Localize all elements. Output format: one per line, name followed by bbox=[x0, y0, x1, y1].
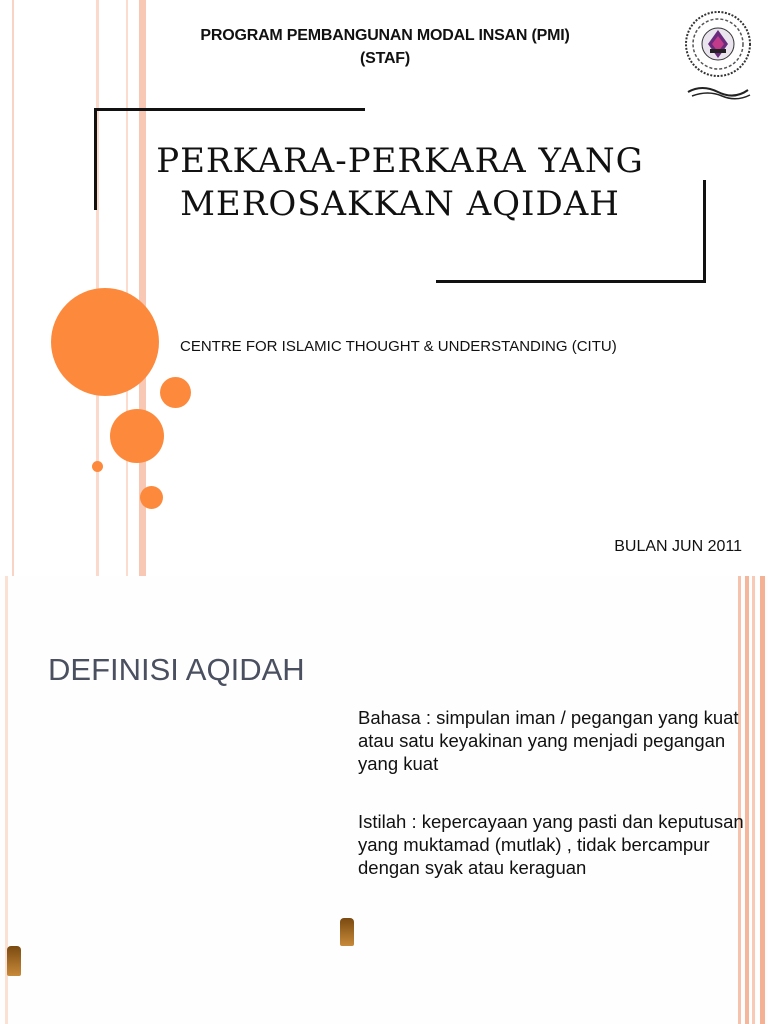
presentation-date: BULAN JUN 2011 bbox=[614, 538, 742, 555]
decorative-circle bbox=[110, 409, 164, 463]
organization-name: CENTRE FOR ISLAMIC THOUGHT & UNDERSTANDING (CITU) bbox=[180, 338, 617, 355]
decorative-stripe bbox=[752, 576, 755, 1024]
decorative-stripe bbox=[738, 576, 741, 1024]
definition-slide bbox=[0, 576, 768, 1024]
decorative-circle bbox=[160, 377, 191, 408]
title-frame-top bbox=[94, 108, 365, 111]
decorative-circle-large bbox=[51, 288, 159, 396]
program-header-sub: (STAF) bbox=[359, 50, 411, 67]
section-title: DEFINISI AQIDAH bbox=[48, 652, 305, 687]
decorative-stripe bbox=[126, 0, 128, 576]
university-logo bbox=[682, 10, 754, 100]
slide-title bbox=[120, 140, 680, 226]
program-header: PROGRAM PEMBANGUNAN MODAL INSAN (PMI) bbox=[200, 27, 570, 44]
bullet-marker-icon bbox=[340, 918, 354, 946]
slide-title-line2: MEROSAKKAN AQIDAH bbox=[180, 184, 620, 224]
decorative-circle bbox=[140, 486, 163, 509]
bullet-marker-icon bbox=[7, 946, 21, 976]
definition-istilah: Istilah : kepercayaan yang pasti dan keputusan yang muktamad (mutlak) , tidak bercampur dengan syak atau keraguan bbox=[358, 811, 744, 878]
definition-bahasa: Bahasa : simpulan iman / pegangan yang kuat atau satu keyakinan yang menjadi pegangan yang kuat bbox=[358, 707, 739, 774]
title-frame-bottom bbox=[436, 280, 706, 283]
decorative-stripe bbox=[760, 576, 765, 1024]
decorative-circle-small bbox=[92, 461, 103, 472]
decorative-stripe bbox=[12, 0, 14, 576]
slide-title-line1: PERKARA-PERKARA YANG bbox=[156, 141, 644, 181]
title-frame-right bbox=[703, 180, 706, 283]
decorative-stripe bbox=[745, 576, 749, 1024]
title-frame-left bbox=[94, 108, 97, 210]
